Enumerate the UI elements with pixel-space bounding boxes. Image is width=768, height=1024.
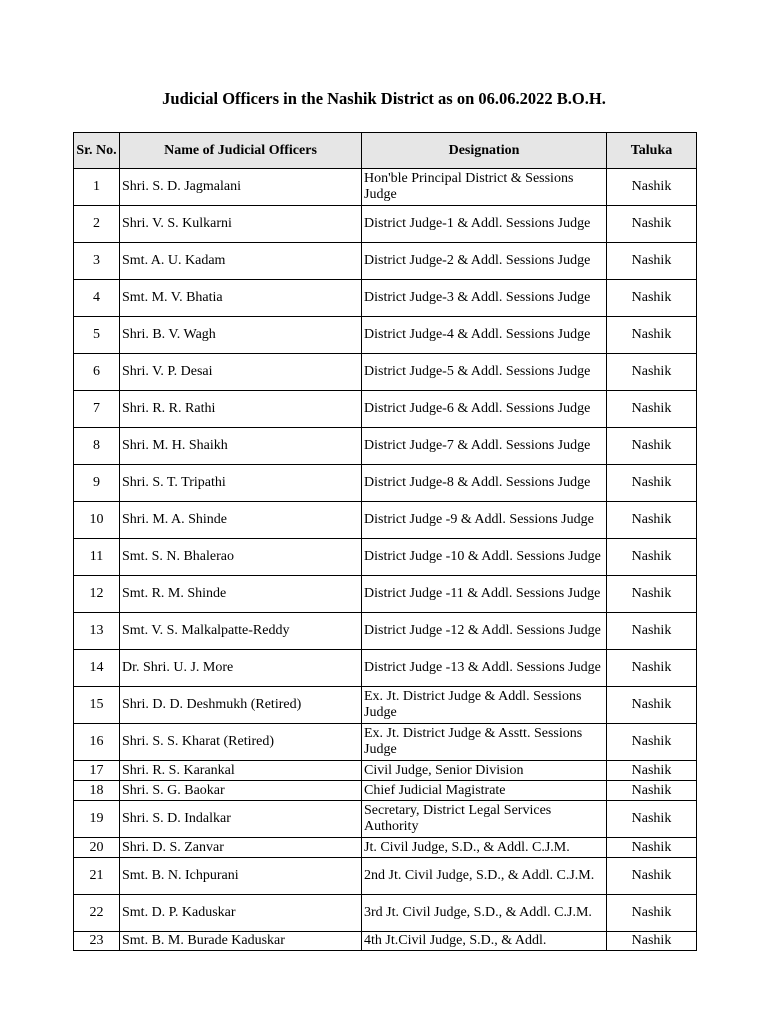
table-row xyxy=(74,280,697,317)
cell-sr-no: 20 xyxy=(74,838,120,858)
cell-taluka: Nashik xyxy=(607,280,697,317)
cell-designation: District Judge -11 & Addl. Sessions Judge xyxy=(362,576,607,613)
cell-designation: District Judge-5 & Addl. Sessions Judge xyxy=(362,354,607,391)
cell-sr-no: 19 xyxy=(74,801,120,838)
cell-name: Smt. V. S. Malkalpatte-Reddy xyxy=(120,613,362,650)
cell-designation: Ex. Jt. District Judge & Asstt. Sessions Judge xyxy=(362,724,607,761)
cell-designation: Civil Judge, Senior Division xyxy=(362,761,607,781)
cell-name: Smt. B. M. Burade Kaduskar xyxy=(120,932,362,951)
cell-taluka: Nashik xyxy=(607,838,697,858)
table-row xyxy=(74,206,697,243)
cell-sr-no: 22 xyxy=(74,895,120,932)
cell-designation: Chief Judicial Magistrate xyxy=(362,781,607,801)
cell-sr-no: 21 xyxy=(74,858,120,895)
cell-taluka: Nashik xyxy=(607,650,697,687)
cell-name: Smt. M. V. Bhatia xyxy=(120,280,362,317)
cell-taluka: Nashik xyxy=(607,502,697,539)
table-row xyxy=(74,932,697,951)
cell-sr-no: 18 xyxy=(74,781,120,801)
cell-sr-no: 7 xyxy=(74,391,120,428)
table-row xyxy=(74,243,697,280)
cell-taluka: Nashik xyxy=(607,801,697,838)
cell-taluka: Nashik xyxy=(607,354,697,391)
table-row xyxy=(74,724,697,761)
cell-sr-no: 9 xyxy=(74,465,120,502)
cell-name: Smt. S. N. Bhalerao xyxy=(120,539,362,576)
cell-designation: 2nd Jt. Civil Judge, S.D., & Addl. C.J.M. xyxy=(362,858,607,895)
cell-sr-no: 2 xyxy=(74,206,120,243)
cell-sr-no: 23 xyxy=(74,932,120,951)
cell-designation: Hon'ble Principal District & Sessions Judge xyxy=(362,169,607,206)
table-row xyxy=(74,838,697,858)
cell-designation: 4th Jt.Civil Judge, S.D., & Addl. xyxy=(362,932,607,951)
cell-sr-no: 12 xyxy=(74,576,120,613)
table-row xyxy=(74,613,697,650)
cell-name: Shri. M. H. Shaikh xyxy=(120,428,362,465)
cell-taluka: Nashik xyxy=(607,576,697,613)
cell-name: Smt. R. M. Shinde xyxy=(120,576,362,613)
cell-sr-no: 17 xyxy=(74,761,120,781)
cell-designation: Ex. Jt. District Judge & Addl. Sessions Judge xyxy=(362,687,607,724)
table-header-row xyxy=(74,133,697,169)
table-row xyxy=(74,761,697,781)
officers-table xyxy=(73,132,697,951)
table-row xyxy=(74,895,697,932)
cell-name: Smt. D. P. Kaduskar xyxy=(120,895,362,932)
cell-designation: District Judge-4 & Addl. Sessions Judge xyxy=(362,317,607,354)
cell-sr-no: 13 xyxy=(74,613,120,650)
cell-taluka: Nashik xyxy=(607,781,697,801)
cell-taluka: Nashik xyxy=(607,539,697,576)
cell-name: Shri. M. A. Shinde xyxy=(120,502,362,539)
cell-sr-no: 4 xyxy=(74,280,120,317)
cell-name: Shri. S. T. Tripathi xyxy=(120,465,362,502)
cell-name: Smt. B. N. Ichpurani xyxy=(120,858,362,895)
cell-name: Shri. R. S. Karankal xyxy=(120,761,362,781)
cell-designation: District Judge-3 & Addl. Sessions Judge xyxy=(362,280,607,317)
table-row xyxy=(74,781,697,801)
cell-designation: District Judge -10 & Addl. Sessions Judge xyxy=(362,539,607,576)
cell-sr-no: 11 xyxy=(74,539,120,576)
cell-designation: Secretary, District Legal Services Authority xyxy=(362,801,607,838)
table-row xyxy=(74,650,697,687)
cell-designation: District Judge-1 & Addl. Sessions Judge xyxy=(362,206,607,243)
cell-name: Shri. D. D. Deshmukh (Retired) xyxy=(120,687,362,724)
cell-sr-no: 14 xyxy=(74,650,120,687)
cell-name: Shri. V. S. Kulkarni xyxy=(120,206,362,243)
cell-designation: District Judge-2 & Addl. Sessions Judge xyxy=(362,243,607,280)
cell-sr-no: 3 xyxy=(74,243,120,280)
cell-taluka: Nashik xyxy=(607,724,697,761)
table-row xyxy=(74,465,697,502)
cell-taluka: Nashik xyxy=(607,761,697,781)
table-row xyxy=(74,354,697,391)
cell-name: Dr. Shri. U. J. More xyxy=(120,650,362,687)
cell-taluka: Nashik xyxy=(607,169,697,206)
table-row xyxy=(74,169,697,206)
cell-name: Shri. S. D. Indalkar xyxy=(120,801,362,838)
cell-taluka: Nashik xyxy=(607,391,697,428)
cell-sr-no: 10 xyxy=(74,502,120,539)
cell-sr-no: 15 xyxy=(74,687,120,724)
cell-designation: District Judge-7 & Addl. Sessions Judge xyxy=(362,428,607,465)
table-row xyxy=(74,317,697,354)
cell-sr-no: 8 xyxy=(74,428,120,465)
cell-sr-no: 6 xyxy=(74,354,120,391)
cell-designation: District Judge-8 & Addl. Sessions Judge xyxy=(362,465,607,502)
cell-taluka: Nashik xyxy=(607,613,697,650)
cell-taluka: Nashik xyxy=(607,932,697,951)
cell-taluka: Nashik xyxy=(607,465,697,502)
table-row xyxy=(74,576,697,613)
cell-taluka: Nashik xyxy=(607,317,697,354)
cell-designation: District Judge -12 & Addl. Sessions Judge xyxy=(362,613,607,650)
cell-name: Shri. S. D. Jagmalani xyxy=(120,169,362,206)
header-taluka: Taluka xyxy=(607,133,697,169)
table-row xyxy=(74,858,697,895)
cell-sr-no: 16 xyxy=(74,724,120,761)
table-row xyxy=(74,539,697,576)
cell-sr-no: 1 xyxy=(74,169,120,206)
cell-taluka: Nashik xyxy=(607,858,697,895)
cell-name: Shri. S. G. Baokar xyxy=(120,781,362,801)
cell-name: Shri. R. R. Rathi xyxy=(120,391,362,428)
cell-taluka: Nashik xyxy=(607,428,697,465)
header-sr-no: Sr. No. xyxy=(74,133,120,169)
cell-name: Shri. S. S. Kharat (Retired) xyxy=(120,724,362,761)
cell-taluka: Nashik xyxy=(607,243,697,280)
cell-name: Shri. D. S. Zanvar xyxy=(120,838,362,858)
table-row xyxy=(74,428,697,465)
cell-name: Smt. A. U. Kadam xyxy=(120,243,362,280)
cell-designation: District Judge -9 & Addl. Sessions Judge xyxy=(362,502,607,539)
header-designation: Designation xyxy=(362,133,607,169)
header-name: Name of Judicial Officers xyxy=(120,133,362,169)
cell-name: Shri. V. P. Desai xyxy=(120,354,362,391)
cell-name: Shri. B. V. Wagh xyxy=(120,317,362,354)
cell-taluka: Nashik xyxy=(607,895,697,932)
table-row xyxy=(74,502,697,539)
cell-taluka: Nashik xyxy=(607,687,697,724)
table-row xyxy=(74,687,697,724)
table-row xyxy=(74,391,697,428)
cell-designation: District Judge-6 & Addl. Sessions Judge xyxy=(362,391,607,428)
table-row xyxy=(74,801,697,838)
cell-taluka: Nashik xyxy=(607,206,697,243)
page-title: Judicial Officers in the Nashik District as on 06.06.2022 B.O.H. xyxy=(162,89,606,108)
cell-designation: 3rd Jt. Civil Judge, S.D., & Addl. C.J.M. xyxy=(362,895,607,932)
cell-sr-no: 5 xyxy=(74,317,120,354)
cell-designation: District Judge -13 & Addl. Sessions Judge xyxy=(362,650,607,687)
cell-designation: Jt. Civil Judge, S.D., & Addl. C.J.M. xyxy=(362,838,607,858)
